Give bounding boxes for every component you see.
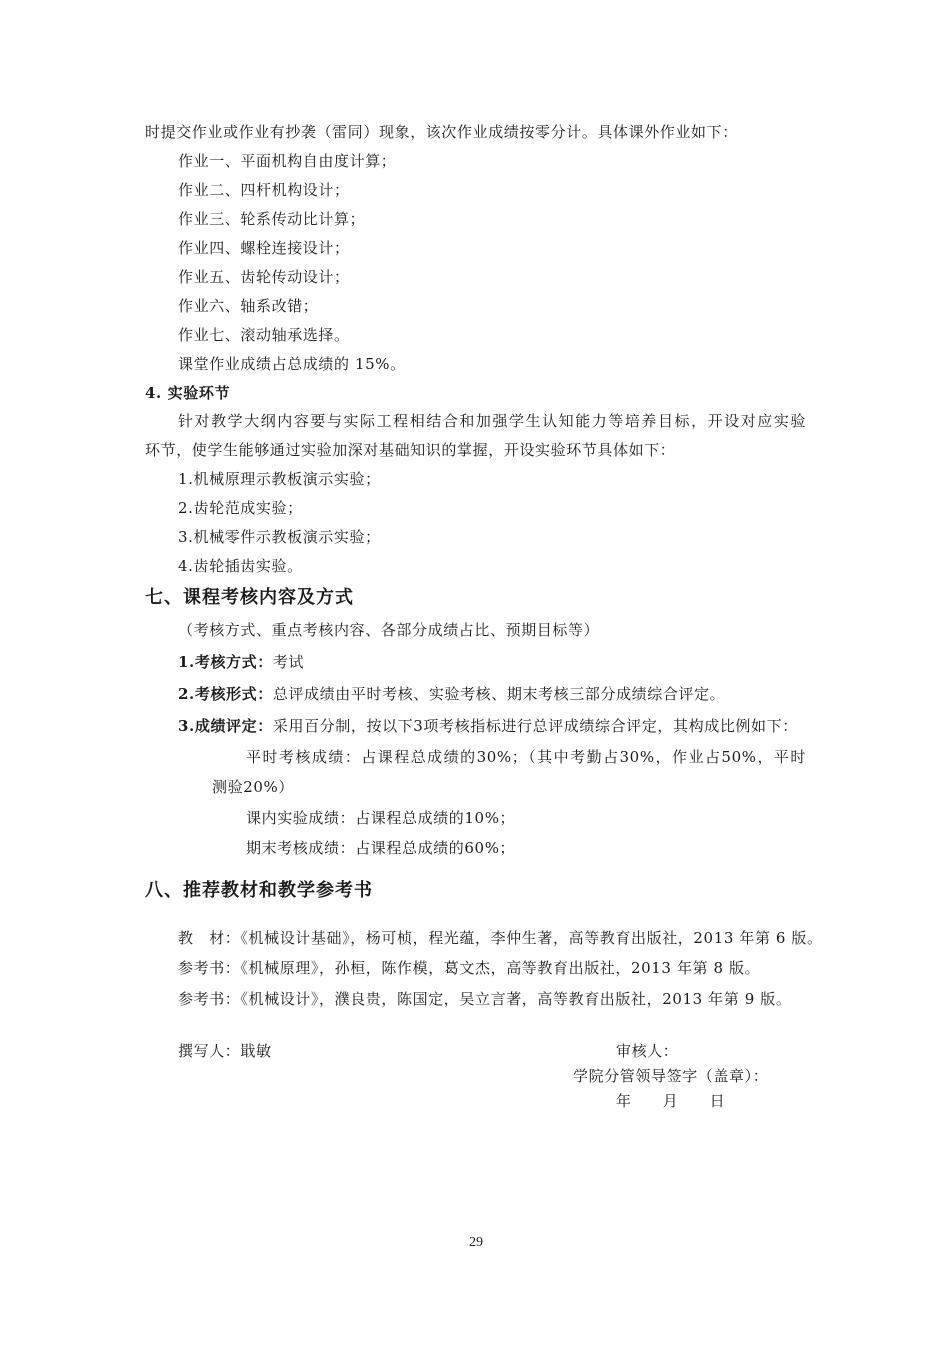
book-item: 教 材：《机械设计基础》，杨可桢，程光蕴，李仲生著，高等教育出版社，2013 年第 6 版。 [178,929,823,947]
reviewer-signature: 审核人： [616,1042,679,1060]
homework-item: 作业二、四杆机构设计； [178,181,350,199]
signature-date: 年 月 日 [616,1092,726,1110]
homework-item: 作业一、平面机构自由度计算； [178,152,397,170]
homework-item: 作业四、螺栓连接设计； [178,239,350,257]
classwork-score: 课堂作业成绩占总成绩的 15%。 [178,355,406,373]
book-item: 参考书：《机械原理》，孙桓，陈作模，葛文杰，高等教育出版社，2013 年第 8 版。 [178,959,761,977]
experiment-item: 3.机械零件示教板演示实验； [178,528,381,546]
section4-heading: 4. 实验环节 [145,384,231,402]
grade-evaluation-label: 3.成绩评定： [178,717,273,735]
homework-item: 作业六、轴系改错； [178,297,319,315]
book-item: 参考书：《机械设计》，濮良贵，陈国定，吴立言著，高等教育出版社，2013 年第 9 版。 [178,990,792,1008]
section7-note: （考核方式、重点考核内容、各部分成绩占比、预期目标等） [178,621,600,639]
grade-evaluation-value: 采用百分制，按以下3项考核指标进行总评成绩综合评定，其构成比例如下： [272,717,798,735]
author-signature: 撰写人：戢敏 [178,1042,272,1060]
homework-item: 作业三、轮系传动比计算； [178,210,366,228]
assessment-method-label: 1.考核方式： [178,653,273,671]
lab-score: 课内实验成绩：占课程总成绩的10%； [246,809,516,827]
experiment-item: 2.齿轮范成实验； [178,499,303,517]
regular-score-line2: 测验20%） [212,778,294,796]
page-number: 29 [469,1235,483,1250]
homework-item: 作业五、齿轮传动设计； [178,268,350,286]
assessment-form-value: 总评成绩由平时考核、实验考核、期末考核三部分成绩综合评定。 [272,685,726,703]
regular-score-line1: 平时考核成绩：占课程总成绩的30%；（其中考勤占30%，作业占50%，平时 [246,748,806,766]
section8-heading: 八、推荐教材和教学参考书 [145,880,373,901]
assessment-form [178,684,725,704]
final-score: 期末考核成绩：占课程总成绩的60%； [246,839,516,857]
section4-para-line1: 针对教学大纲内容要与实际工程相结合和加强学生认知能力等培养目标，开设对应实验 [178,412,806,430]
leader-signature: 学院分管领导签字（盖章）： [573,1067,769,1085]
section4-para-line2: 环节，使学生能够通过实验加深对基础知识的掌握，开设实验环节具体如下： [145,441,676,459]
intro-line: 时提交作业或作业有抄袭（雷同）现象，该次作业成绩按零分计。具体课外作业如下： [145,123,738,141]
assessment-method-value: 考试 [272,653,305,671]
assessment-method [178,652,304,672]
grade-evaluation [178,716,798,736]
homework-item: 作业七、滚动轴承选择。 [178,326,350,344]
experiment-item: 4.齿轮插齿实验。 [178,557,303,575]
assessment-form-label: 2.考核形式： [178,685,273,703]
experiment-item: 1.机械原理示教板演示实验； [178,470,381,488]
section7-heading: 七、课程考核内容及方式 [145,587,354,608]
